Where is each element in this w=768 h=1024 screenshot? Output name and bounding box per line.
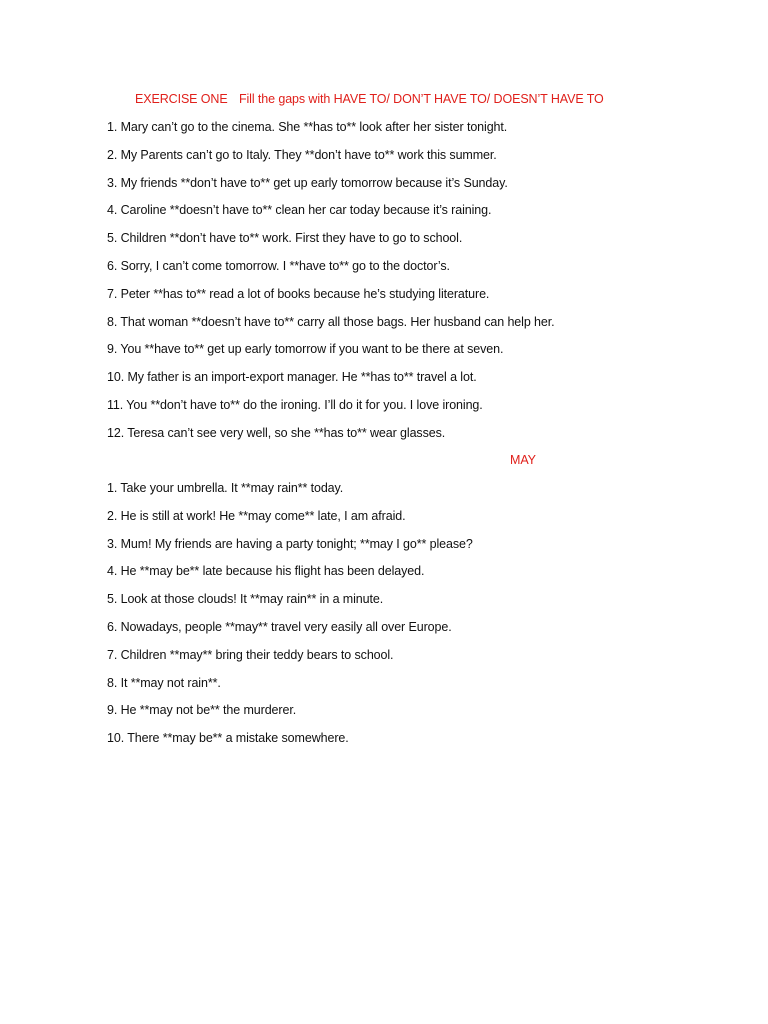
may-item: 7. Children **may** bring their teddy bears to school. bbox=[107, 647, 394, 662]
may-item: 2. He is still at work! He **may come** late, I am afraid. bbox=[107, 508, 406, 523]
exercise-one-item: 3. My friends **don’t have to** get up early tomorrow because it’s Sunday. bbox=[107, 175, 508, 190]
exercise-one-item: 1. Mary can’t go to the cinema. She **has to** look after her sister tonight. bbox=[107, 120, 508, 134]
exercise-one-item: 6. Sorry, I can’t come tomorrow. I **have to** go to the doctor’s. bbox=[107, 258, 450, 273]
exercise-one-item: 11. You **don’t have to** do the ironing. I’ll do it for you. I love ironing. bbox=[107, 397, 483, 412]
exercise-one-item: 2. My Parents can’t go to Italy. They **don’t have to** work this summer. bbox=[107, 147, 497, 162]
may-item: 10. There **may be** a mistake somewhere. bbox=[107, 731, 349, 746]
exercise-one-list bbox=[107, 114, 555, 448]
exercise-one-item: 9. You **have to** get up early tomorrow if you want to be there at seven. bbox=[107, 342, 504, 357]
may-item: 1. Take your umbrella. It **may rain** today. bbox=[107, 481, 344, 495]
exercise-one-item: 10. My father is an import-export manager. He **has to** travel a lot. bbox=[107, 370, 477, 385]
exercise-one-item: 7. Peter **has to** read a lot of books because he’s studying literature. bbox=[107, 286, 490, 301]
exercise-one-heading bbox=[135, 92, 604, 106]
may-item: 6. Nowadays, people **may** travel very easily all over Europe. bbox=[107, 619, 452, 634]
may-section-title: MAY bbox=[510, 453, 536, 467]
exercise-one-item: 8. That woman **doesn’t have to** carry all those bags. Her husband can help her. bbox=[107, 314, 555, 329]
exercise-one-instruction: Fill the gaps with HAVE TO/ DON’T HAVE TO/ DOESN’T HAVE TO bbox=[238, 92, 604, 106]
exercise-one-item: 5. Children **don’t have to** work. First they have to go to school. bbox=[107, 231, 463, 246]
may-item: 3. Mum! My friends are having a party tonight; **may I go** please? bbox=[107, 536, 473, 551]
may-item: 8. It **may not rain**. bbox=[107, 675, 221, 690]
exercise-one-item: 12. Teresa can’t see very well, so she **has to** wear glasses. bbox=[107, 425, 446, 440]
may-section-list bbox=[107, 475, 473, 753]
may-item: 4. He **may be** late because his flight has been delayed. bbox=[107, 564, 425, 579]
exercise-one-item: 4. Caroline **doesn’t have to** clean her car today because it’s raining. bbox=[107, 203, 492, 218]
may-item: 5. Look at those clouds! It **may rain** in a minute. bbox=[107, 592, 384, 607]
may-item: 9. He **may not be** the murderer. bbox=[107, 703, 297, 718]
exercise-one-title: EXERCISE ONE bbox=[135, 92, 228, 106]
